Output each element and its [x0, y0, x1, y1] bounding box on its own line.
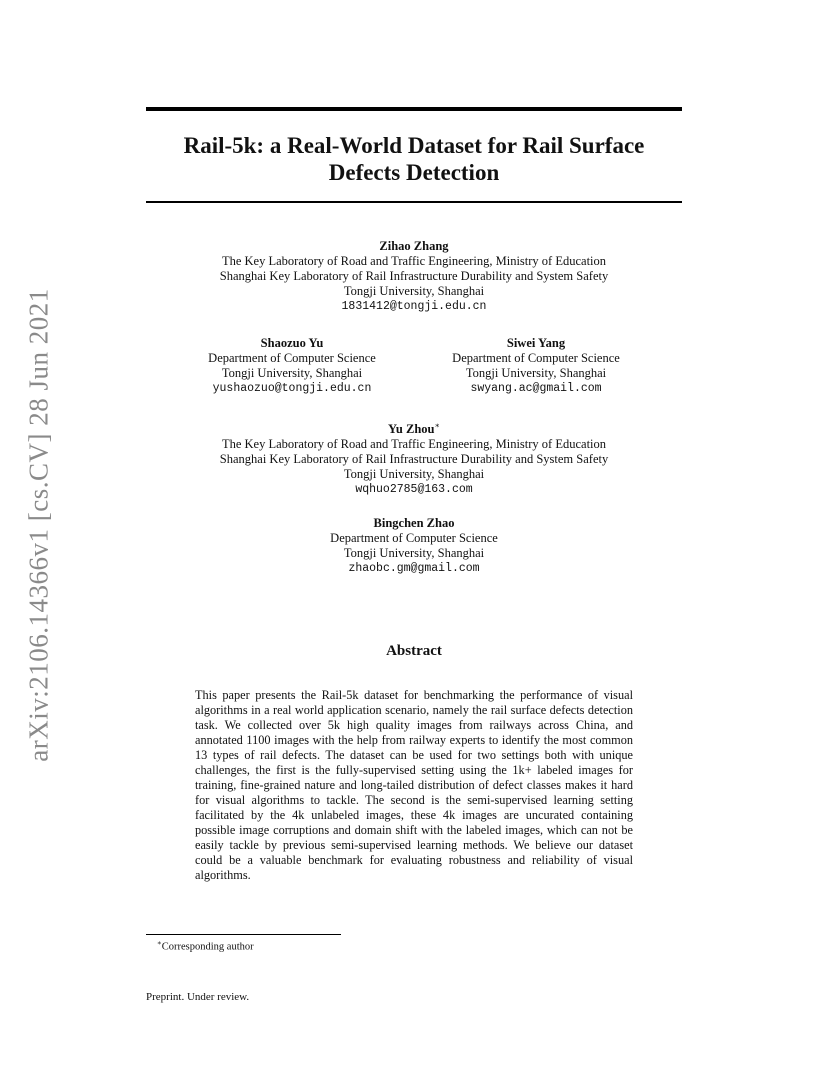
author-affiliation: The Key Laboratory of Road and Traffic Engineering, Ministry of Education — [221, 254, 607, 268]
author-block-bingchen-zhao — [146, 516, 682, 576]
author-affiliation: Tongji University, Shanghai — [221, 366, 363, 380]
author-affiliation: Tongji University, Shanghai — [343, 546, 485, 560]
author-email: wqhuo2785@163.com — [355, 483, 473, 497]
author-email: 1831412@tongji.edu.cn — [341, 300, 487, 313]
corresponding-mark: ∗ — [434, 421, 440, 430]
title-top-rule — [146, 107, 682, 111]
author-affiliation: Shanghai Key Laboratory of Rail Infrastructure Durability and System Safety — [219, 452, 609, 467]
title-line-2: Defects Detection — [328, 160, 500, 185]
footnote-rule — [146, 934, 341, 935]
author-affiliation: Department of Computer Science — [452, 351, 620, 365]
author-affiliation: Tongji University, Shanghai — [465, 366, 607, 380]
author-block-siwei-yang — [434, 336, 638, 396]
author-affiliation: Department of Computer Science — [208, 351, 376, 365]
abstract-body: This paper presents the Rail-5k dataset for benchmarking the performance of visual algorithms in a real world application scenario, namely the rail surface defects detection task. We collected over 5k high quality images from railways across China, and annotated 1100 images with the help from railway experts to identify the most common 13 types of rail defects. The dataset can be used for two settings both with unique challenges, the first is the fully-supervised setting using the 1k+ labeled images for training, fine-grained nature and long-tailed distribution of defect classes makes it hard for visual algorithms to tackle. The second is the semi-supervised learning setting facilitated by the 4k unlabeled images, these 4k images are uncurated containing possible image corruptions and domain shift with the labeled images, which can not be easily tackle by previous semi-supervised learning methods. We believe our dataset could be a valuable benchmark for evaluating robustness and reliability of visual algorithms. — [195, 688, 633, 882]
author-block-yu-zhou — [146, 418, 682, 497]
author-name: Siwei Yang — [506, 336, 566, 350]
title-bottom-rule — [146, 201, 682, 203]
footnote-text: Corresponding author — [161, 941, 254, 953]
author-affiliation: Department of Computer Science — [330, 531, 498, 545]
footnote-mark: ∗ — [157, 939, 162, 947]
author-name: Shaozuo Yu — [260, 336, 324, 350]
author-email: swyang.ac@gmail.com — [470, 382, 602, 395]
footnote — [157, 937, 254, 954]
title-line-1: Rail-5k: a Real-World Dataset for Rail Surface — [183, 133, 645, 158]
abstract-heading: Abstract — [386, 643, 442, 659]
author-affiliation: Tongji University, Shanghai — [343, 467, 485, 482]
author-name: Bingchen Zhao — [373, 516, 455, 530]
author-block-zihao-zhang — [146, 239, 682, 314]
author-name: Zihao Zhang — [379, 239, 449, 253]
author-affiliation: The Key Laboratory of Road and Traffic Engineering, Ministry of Education — [221, 437, 607, 452]
arxiv-sidebar-stamp — [14, 290, 64, 760]
author-affiliation: Tongji University, Shanghai — [343, 284, 485, 298]
paper-title — [146, 132, 682, 186]
author-name: Yu Zhou∗ — [388, 421, 440, 437]
arxiv-id: arXiv:2106.14366v1 [cs.CV] 28 Jun 2021 — [23, 288, 54, 762]
preprint-notice: Preprint. Under review. — [146, 991, 250, 1003]
author-email: zhaobc.gm@gmail.com — [348, 562, 480, 575]
author-block-shaozuo-yu — [190, 336, 394, 396]
author-email: yushaozuo@tongji.edu.cn — [212, 382, 372, 395]
author-affiliation: Shanghai Key Laboratory of Rail Infrastructure Durability and System Safety — [219, 269, 609, 283]
